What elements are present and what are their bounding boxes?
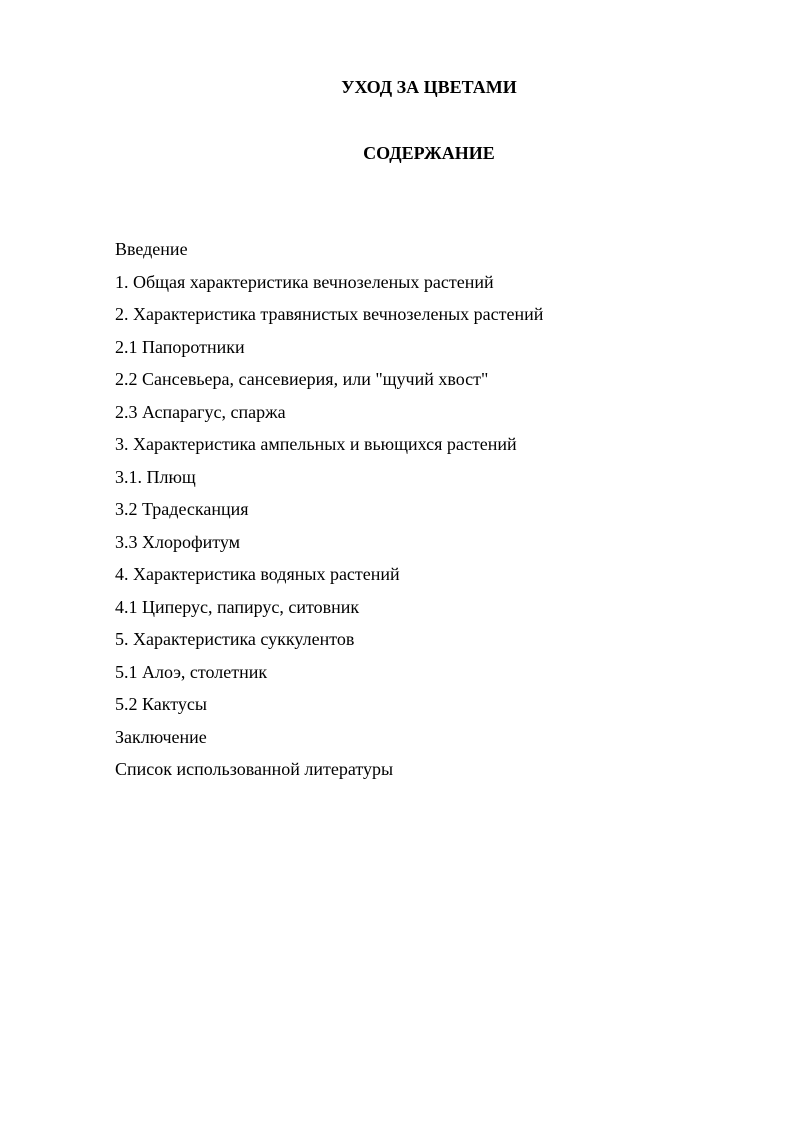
toc-item: 2. Характеристика травянистых вечнозеленых растений xyxy=(115,304,544,324)
toc-item: 3.2 Традесканция xyxy=(115,499,249,519)
toc-item: 3.1. Плющ xyxy=(115,466,196,487)
toc-item: 1. Общая характеристика вечнозеленых растений xyxy=(115,271,494,292)
toc-item: 2.2 Сансевьера, сансевиерия, или "щучий хвост" xyxy=(115,369,489,389)
document-title: УХОД ЗА ЦВЕТАМИ xyxy=(341,77,517,97)
toc-item: 2.3 Аспарагус, спаржа xyxy=(115,401,286,422)
toc-item: Введение xyxy=(115,239,188,259)
toc-item: Список использованной литературы xyxy=(115,759,394,779)
table-of-contents xyxy=(115,237,543,790)
toc-heading: СОДЕРЖАНИЕ xyxy=(363,143,495,163)
toc-item: 4. Характеристика водяных растений xyxy=(115,564,400,584)
toc-item: 2.1 Папоротники xyxy=(115,336,245,357)
toc-item: Заключение xyxy=(115,726,207,747)
toc-item: 5.2 Кактусы xyxy=(115,694,207,714)
toc-item: 3.3 Хлорофитум xyxy=(115,531,241,552)
toc-item: 5. Характеристика суккулентов xyxy=(115,629,355,649)
toc-item: 3. Характеристика ампельных и вьющихся растений xyxy=(115,434,517,454)
toc-item: 5.1 Алоэ, столетник xyxy=(115,661,268,682)
toc-item: 4.1 Циперус, папирус, ситовник xyxy=(115,596,360,617)
